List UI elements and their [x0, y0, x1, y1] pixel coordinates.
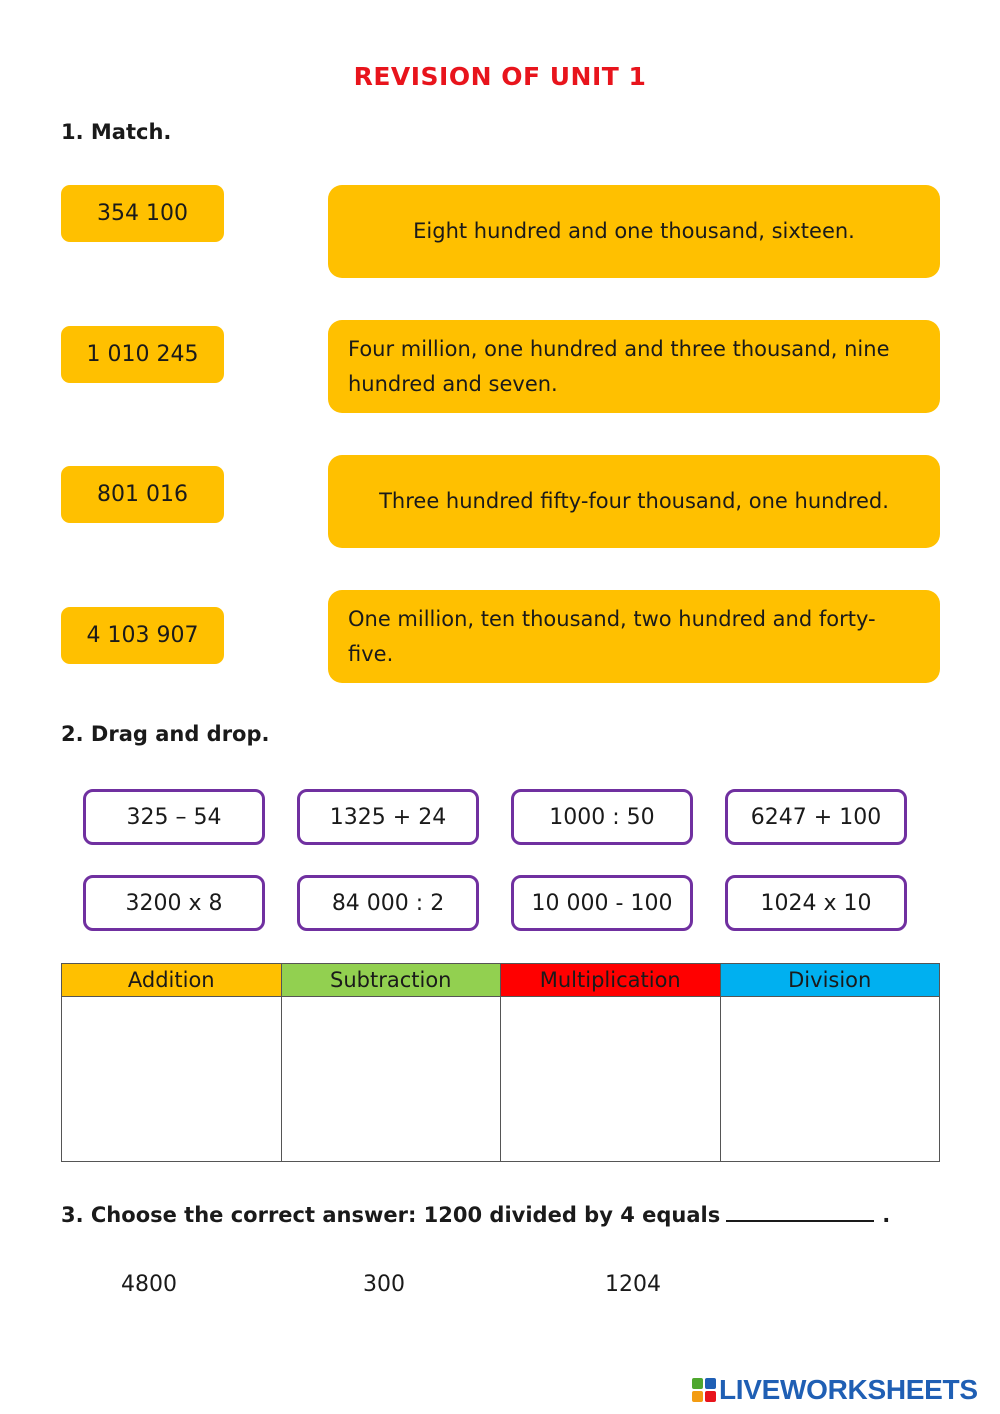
- drag-card-1[interactable]: 325 – 54: [83, 789, 265, 845]
- answer-option-3[interactable]: 1204: [605, 1272, 661, 1297]
- liveworksheets-logo-icon: [692, 1378, 716, 1402]
- drag-card-2[interactable]: 1325 + 24: [297, 789, 479, 845]
- drag-card-4[interactable]: 6247 + 100: [725, 789, 907, 845]
- brand-watermark: [692, 1374, 978, 1406]
- section-2-heading: 2. Drag and drop.: [61, 722, 270, 746]
- match-number-4[interactable]: 4 103 907: [61, 607, 224, 664]
- match-words-3[interactable]: Three hundred fifty-four thousand, one hundred.: [328, 455, 940, 548]
- answer-option-2[interactable]: 300: [363, 1272, 405, 1297]
- question-end: .: [882, 1203, 891, 1227]
- drag-card-8[interactable]: 1024 x 10: [725, 875, 907, 931]
- answer-option-1[interactable]: 4800: [121, 1272, 177, 1297]
- section-1-heading: 1. Match.: [61, 120, 172, 144]
- drag-card-7[interactable]: 10 000 - 100: [511, 875, 693, 931]
- drop-zone-addition[interactable]: [62, 997, 282, 1162]
- page-title: REVISION OF UNIT 1: [353, 62, 647, 91]
- section-3-question: [61, 1202, 890, 1227]
- drop-zone-multiplication[interactable]: [501, 997, 721, 1162]
- column-header-multiplication: Multiplication: [501, 964, 721, 997]
- drag-card-3[interactable]: 1000 : 50: [511, 789, 693, 845]
- match-words-1[interactable]: Eight hundred and one thousand, sixteen.: [328, 185, 940, 278]
- question-text: 3. Choose the correct answer: 1200 divided by 4 equals: [61, 1203, 721, 1227]
- match-number-2[interactable]: 1 010 245: [61, 326, 224, 383]
- brand-name: LIVEWORKSHEETS: [719, 1374, 978, 1405]
- sort-table: [61, 963, 940, 1162]
- drop-zone-division[interactable]: [720, 997, 940, 1162]
- column-header-division: Division: [720, 964, 940, 997]
- drag-card-5[interactable]: 3200 x 8: [83, 875, 265, 931]
- drop-zone-subtraction[interactable]: [281, 997, 501, 1162]
- column-header-addition: Addition: [62, 964, 282, 997]
- drag-card-6[interactable]: 84 000 : 2: [297, 875, 479, 931]
- column-header-subtraction: Subtraction: [281, 964, 501, 997]
- match-words-4[interactable]: One million, ten thousand, two hundred and forty-five.: [328, 590, 940, 683]
- match-number-3[interactable]: 801 016: [61, 466, 224, 523]
- answer-blank[interactable]: [726, 1202, 874, 1222]
- match-words-2[interactable]: Four million, one hundred and three thousand, nine hundred and seven.: [328, 320, 940, 413]
- match-number-1[interactable]: 354 100: [61, 185, 224, 242]
